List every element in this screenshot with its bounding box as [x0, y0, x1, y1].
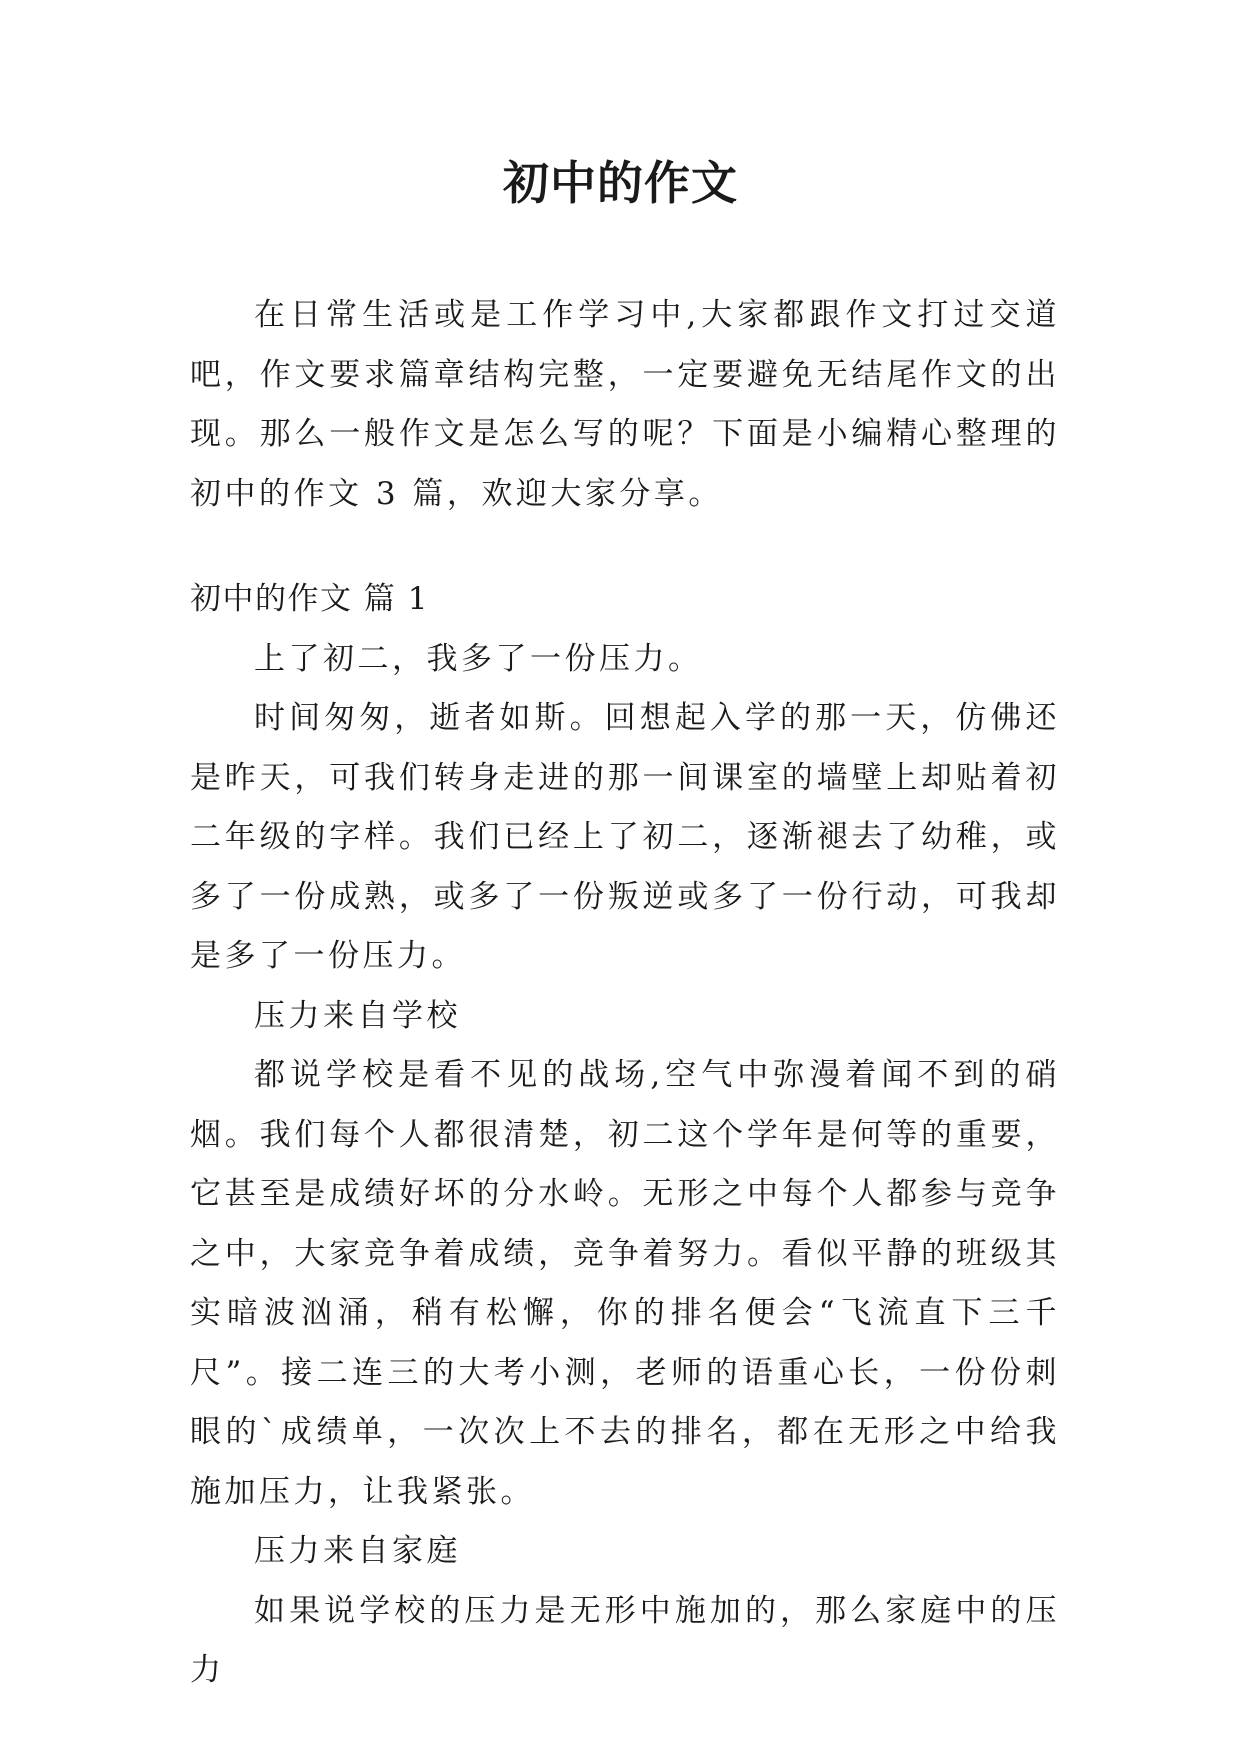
body-paragraph: 都说学校是看不见的战场,空气中弥漫着闻不到的硝烟。我们每个人都很清楚，初二这个学年是何等的重要，它甚至是成绩好坏的分水岭。无形之中每个人都参与竞争之中，大家竞争着成绩，竞争着努力。看似平静的班级其实暗波汹涌，稍有松懈，你的排名便会“飞流直下三千尺”。接二连三的大考小测，老师的语重心长，一份份刺眼的`成绩单，一次次上不去的排名，都在无形之中给我施加压力，让我紧张。: [190, 1057, 1060, 1510]
section-heading: 初中的作文 篇 1: [190, 581, 429, 617]
document-title: 初中的作文: [503, 156, 738, 210]
document-body: [190, 286, 1060, 1701]
intro-paragraph: 在日常生活或是工作学习中,大家都跟作文打过交道吧，作文要求篇章结构完整，一定要避免无结尾作文的出现。那么一般作文是怎么写的呢？下面是小编精心整理的初中的作文 3 篇，欢迎大家分享。: [190, 297, 1060, 512]
body-paragraph: 上了初二，我多了一份压力。: [254, 640, 703, 677]
body-paragraph: 时间匆匆，逝者如斯。回想起入学的那一天，仿佛还是昨天，可我们转身走进的那一间课室的墙壁上却贴着初二年级的字样。我们已经上了初二，逐渐褪去了幼稚，或多了一份成熟，或多了一份叛逆或多了一份行动，可我却是多了一份压力。: [190, 700, 1060, 974]
subheading-family: 压力来自家庭: [254, 1533, 461, 1569]
subheading-school: 压力来自学校: [254, 997, 461, 1034]
body-paragraph: 如果说学校的压力是无形中施加的，那么家庭中的压力: [190, 1592, 1060, 1688]
